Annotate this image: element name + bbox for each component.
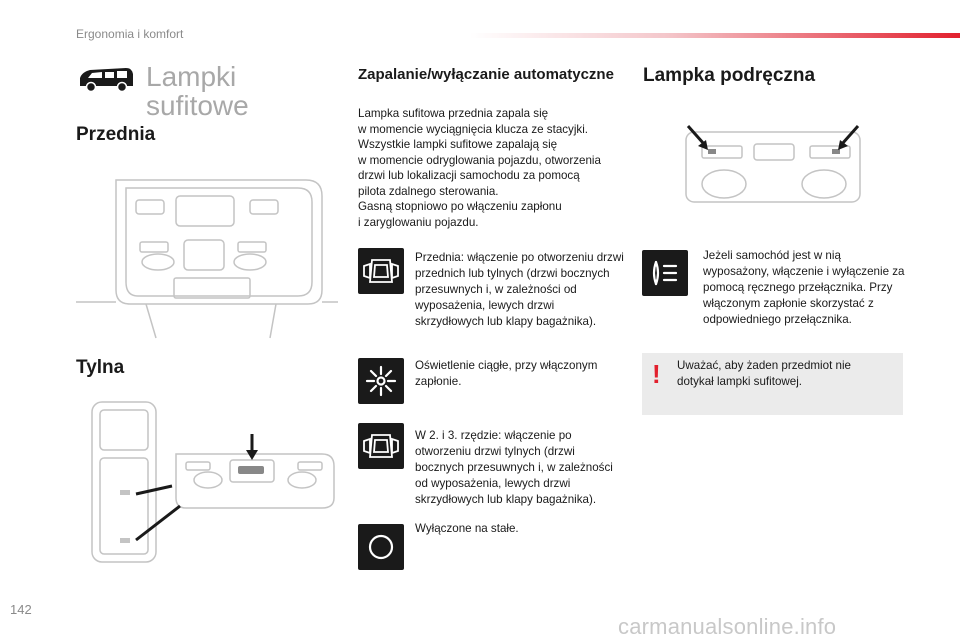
reading-lamp-illustration bbox=[682, 122, 864, 206]
title-line-2: sufitowe bbox=[146, 90, 249, 121]
door-open-icon bbox=[358, 248, 404, 294]
automatic-line: i zaryglowaniu pojazdu. bbox=[358, 215, 479, 229]
light-off-icon bbox=[358, 524, 404, 570]
automatic-line: drzwi lub lokalizacji samochodu za pomocą bbox=[358, 169, 580, 182]
rear-dome-light-illustration bbox=[76, 398, 338, 568]
heading-rear: Tylna bbox=[76, 357, 125, 378]
heading-reading-lamp: Lampka podręczna bbox=[643, 65, 816, 86]
automatic-line: Wszystkie lampki sufitowe zapalają się bbox=[358, 138, 558, 151]
light-on-icon bbox=[358, 358, 404, 404]
automatic-line: w momencie wyciągnięcia klucza ze stacyjki. bbox=[358, 122, 589, 136]
symbol-description-front: Przednia: włączenie po otworzeniu drzwi przednich lub tylnych (drzwi bocznych przesuwnych i, w zależności od wyposażenia, lewych drzwi skrzydłowych lub klapy bagażnika). bbox=[415, 251, 624, 328]
automatic-line: Lampka sufitowa przednia zapala się bbox=[358, 107, 549, 120]
automatic-line: Gasną stopniowo po włączeniu zapłonu bbox=[358, 200, 562, 213]
page-number: 142 bbox=[10, 602, 32, 617]
reading-lamp-icon bbox=[642, 250, 688, 296]
warning-text: Uważać, aby żaden przedmiot nie dotykał lampki sufitowej. bbox=[677, 359, 851, 388]
automatic-line: w momencie odryglowania pojazdu, otworzenia bbox=[358, 153, 601, 167]
automatic-line: pilota zdalnego sterowania. bbox=[358, 184, 499, 198]
header-accent-bar bbox=[470, 33, 960, 38]
warning-icon: ! bbox=[652, 359, 661, 389]
van-icon bbox=[76, 64, 136, 94]
title-line-1: Lampki bbox=[146, 61, 237, 92]
heading-front: Przednia bbox=[76, 124, 156, 145]
symbol-description-continuous: Oświetlenie ciągłe, przy włączonym zapłonie. bbox=[415, 359, 598, 388]
reading-lamp-description: Jeżeli samochód jest w nią wyposażony, włączenie i wyłączenie za pomocą ręcznego przełącznika. Przy włączonym zapłonie skorzystać z odpowiedniego przełącznika. bbox=[703, 249, 905, 326]
heading-automatic: Zapalanie/wyłączanie automatyczne bbox=[358, 66, 614, 83]
door-open-icon bbox=[358, 423, 404, 469]
symbol-description-off: Wyłączone na stałe. bbox=[415, 522, 519, 535]
automatic-description bbox=[358, 106, 628, 230]
front-dome-light-illustration bbox=[76, 170, 338, 340]
section-header: Ergonomia i komfort bbox=[76, 27, 184, 41]
watermark: carmanualsonline.info bbox=[618, 614, 837, 639]
page-title bbox=[146, 62, 326, 120]
symbol-description-rear: W 2. i 3. rzędzie: włączenie po otworzeniu drzwi tylnych (drzwi bocznych przesuwnych i, w zależności od wyposażenia, lewych drzwi skrzydłowych lub klapy bagażnika). bbox=[415, 429, 613, 506]
